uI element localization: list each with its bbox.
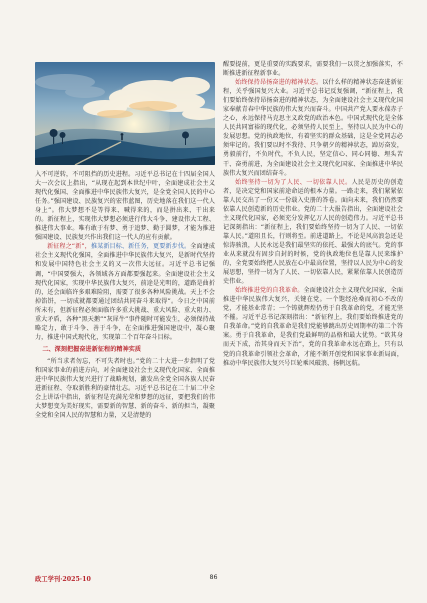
right-text-column — [223, 60, 403, 562]
left-text-column — [35, 170, 215, 562]
landscape-illustration — [35, 62, 215, 165]
paragraph-lead: 新征程之“新”， — [47, 243, 91, 251]
paragraph — [223, 178, 403, 287]
paragraph-body: 全面建成社会主义现代化强国，全面推进中华民族伟大复兴，是新时代坚持和发展中国特色社会主义的又一次伟大远征。习近平总书记强调，“中国要强大，各领域各方面都要强起来。全面建设社会主义现代化国家，实现中华民族伟大复兴，前途是光明的，道路是曲折的，还会面临许多艰难险阻，需要了很多各种风险挑战。天上不会掉馅饼，一切成就都要通过团结共同奋斗来取得”。今日之中国前所未有，但新征程必须面临许多重大挑战、重大风险、重大阻力、重大矛盾，各种“黑天鹅”“灰犀牛”事件随时可能发生，必须保持战略定力，敢于斗争、善于斗争，在全面推进强国建设中，凝心聚力，推进中国式现代化，实现第二个百年奋斗目标。 — [35, 243, 215, 341]
paragraph: 入不可逆转，不可阻挡的历史进程。习近平总书记在十四届全国人大一次会议上指出，“从现在起到本世纪中叶，全面建成社会主义现代化强国、全面推进中华民族伟大复兴，是全党全国人民的中心任务。”强国建设、民族复兴的宏伟蓝图，历史地落在我们这一代人身上”。伟大梦想不是等得来、喊得来的，而是拼出来、干出来的。新征程上，实现伟大梦想必须进行伟大斗争、建设伟大工程、推进伟大事业。唯有敢于有梦、勇于追梦、勤于圆梦，才能为推进强国建设、民族复兴作出我们这一代人的应有贡献。 — [35, 171, 215, 242]
paragraph-body: 人民是历史的创造者，是决定党和国家前途命运的根本力量。一路走来，我们紧紧依靠人民交出了一份又一份载入史册的答卷。面向未来，我们仍然要依靠人民创造新的历史伟业。党的二十大报告指出，全面建设社会主义现代化国家，必须充分发挥亿万人民的创造伟力。习近平总书记深刻指出：“新征程上，我们要始终坚持一切为了人民、一切依靠人民。”道阻且长，行则将至。前进道路上，不论是风高浪急还是惊涛骇浪，人民永远是我们最坚实的依托、最强大的底气。党的事业从来就没有固步自封的时候，党的执政地位也是靠人民来维护的，全党要始终把人民放在心中最高位置，坚持以人民为中心的发展思想，坚持一切为了人民、一切依靠人民，紧紧依靠人民创造历史伟业。 — [223, 178, 403, 286]
paragraph: “所当求者勿忘，不可失者时也。”党的二十大进一步指明了党和国家事业的前进方向，对全面建设社会主义现代化国家、全面推进中华民族伟大复兴进行了战略规划，激发出全党全国各族人民奋进新征程、夺取新胜利的豪情壮志。习近平总书记在二十届二中全会上讲话中指出，新征程是充满光荣和梦想的远征，要把我们的伟大梦想变为美好现实，需要新的智慧、新的奋斗、新的担当，凝聚全党和全国人民的智慧和力量，又是清楚的 — [35, 357, 215, 420]
paragraph-lead: 始终坚持一切为了人民、一切依靠人民。 — [235, 178, 352, 186]
section-title: 二、深刻把握奋进新征程的精神实质 — [42, 345, 142, 353]
journal-footer: 政工学刊·2025·10 — [35, 576, 91, 583]
paragraph-lead: 始终推进党的自我革命。 — [235, 287, 304, 295]
paragraph-body: 以什么样的精神状态奋进新征程，关乎强国复兴大业。习近平总书记反复强调，“新征程上，我们要始终保持昂扬奋进的精神状态，为全面建设社会主义现代化国家奉献青春中华民族的伟大复兴而奋斗。中国共产党人要永葆赤子之心，永远保持马克思主义政党的政治本色。中国式现代化是全体人民共同富裕的现代化，必须坚持人民至上，坚持以人民为中心的发展思想。党的执政地位，有着坚实的群众基础，这是全党同志必须牢记的。我们要以时不我待、只争朝夕的精神状态，踔厉奋发，勇毅前行，不负时代，不负人民，坚定信心、同心同德、埋头苦干、奋勇前进，为全面建设社会主义现代化国家、全面推进中华民族伟大复兴而团结奋斗。 — [223, 79, 403, 177]
paragraph — [223, 78, 403, 178]
paragraph-body: 全面建设社会主义现代化国家，全面推进中华民族伟大复兴，关键在党。一个饱经沧桑而初心不改的党，才能基业常青；一个铸就辉煌仍勇于自我革命的党，才能无坚不摧。习近平总书记深刻指出：“新征程上，我们要始终推进党的自我革命。”党的自我革命是我们党能够跳出历史周期率的第二个答案。勇于自我革命，是我们党最鲜明的品格和最大优势。“欲其身而天下成，治其身而天下治”，党的自我革命永远在路上，只有以党的自我革命引领社会革命，才能不断开创党和国家事业新局面，推动中华民族伟大复兴号巨轮乘风破浪、扬帆远航。 — [223, 287, 403, 367]
paragraph — [223, 286, 403, 367]
paragraph-highlight: 推某新目标、新任务，更要新步伐。 — [90, 243, 191, 251]
paragraph — [35, 242, 215, 342]
paragraph-lead: 始终保持昂扬奋进的精神状态。 — [235, 79, 323, 87]
page-number: 86 — [209, 574, 218, 581]
paragraph: 醒要提前，更是重要的实践要求，需要我们一以贯之加强落实，不断推进新征程新事业。 — [223, 61, 403, 78]
